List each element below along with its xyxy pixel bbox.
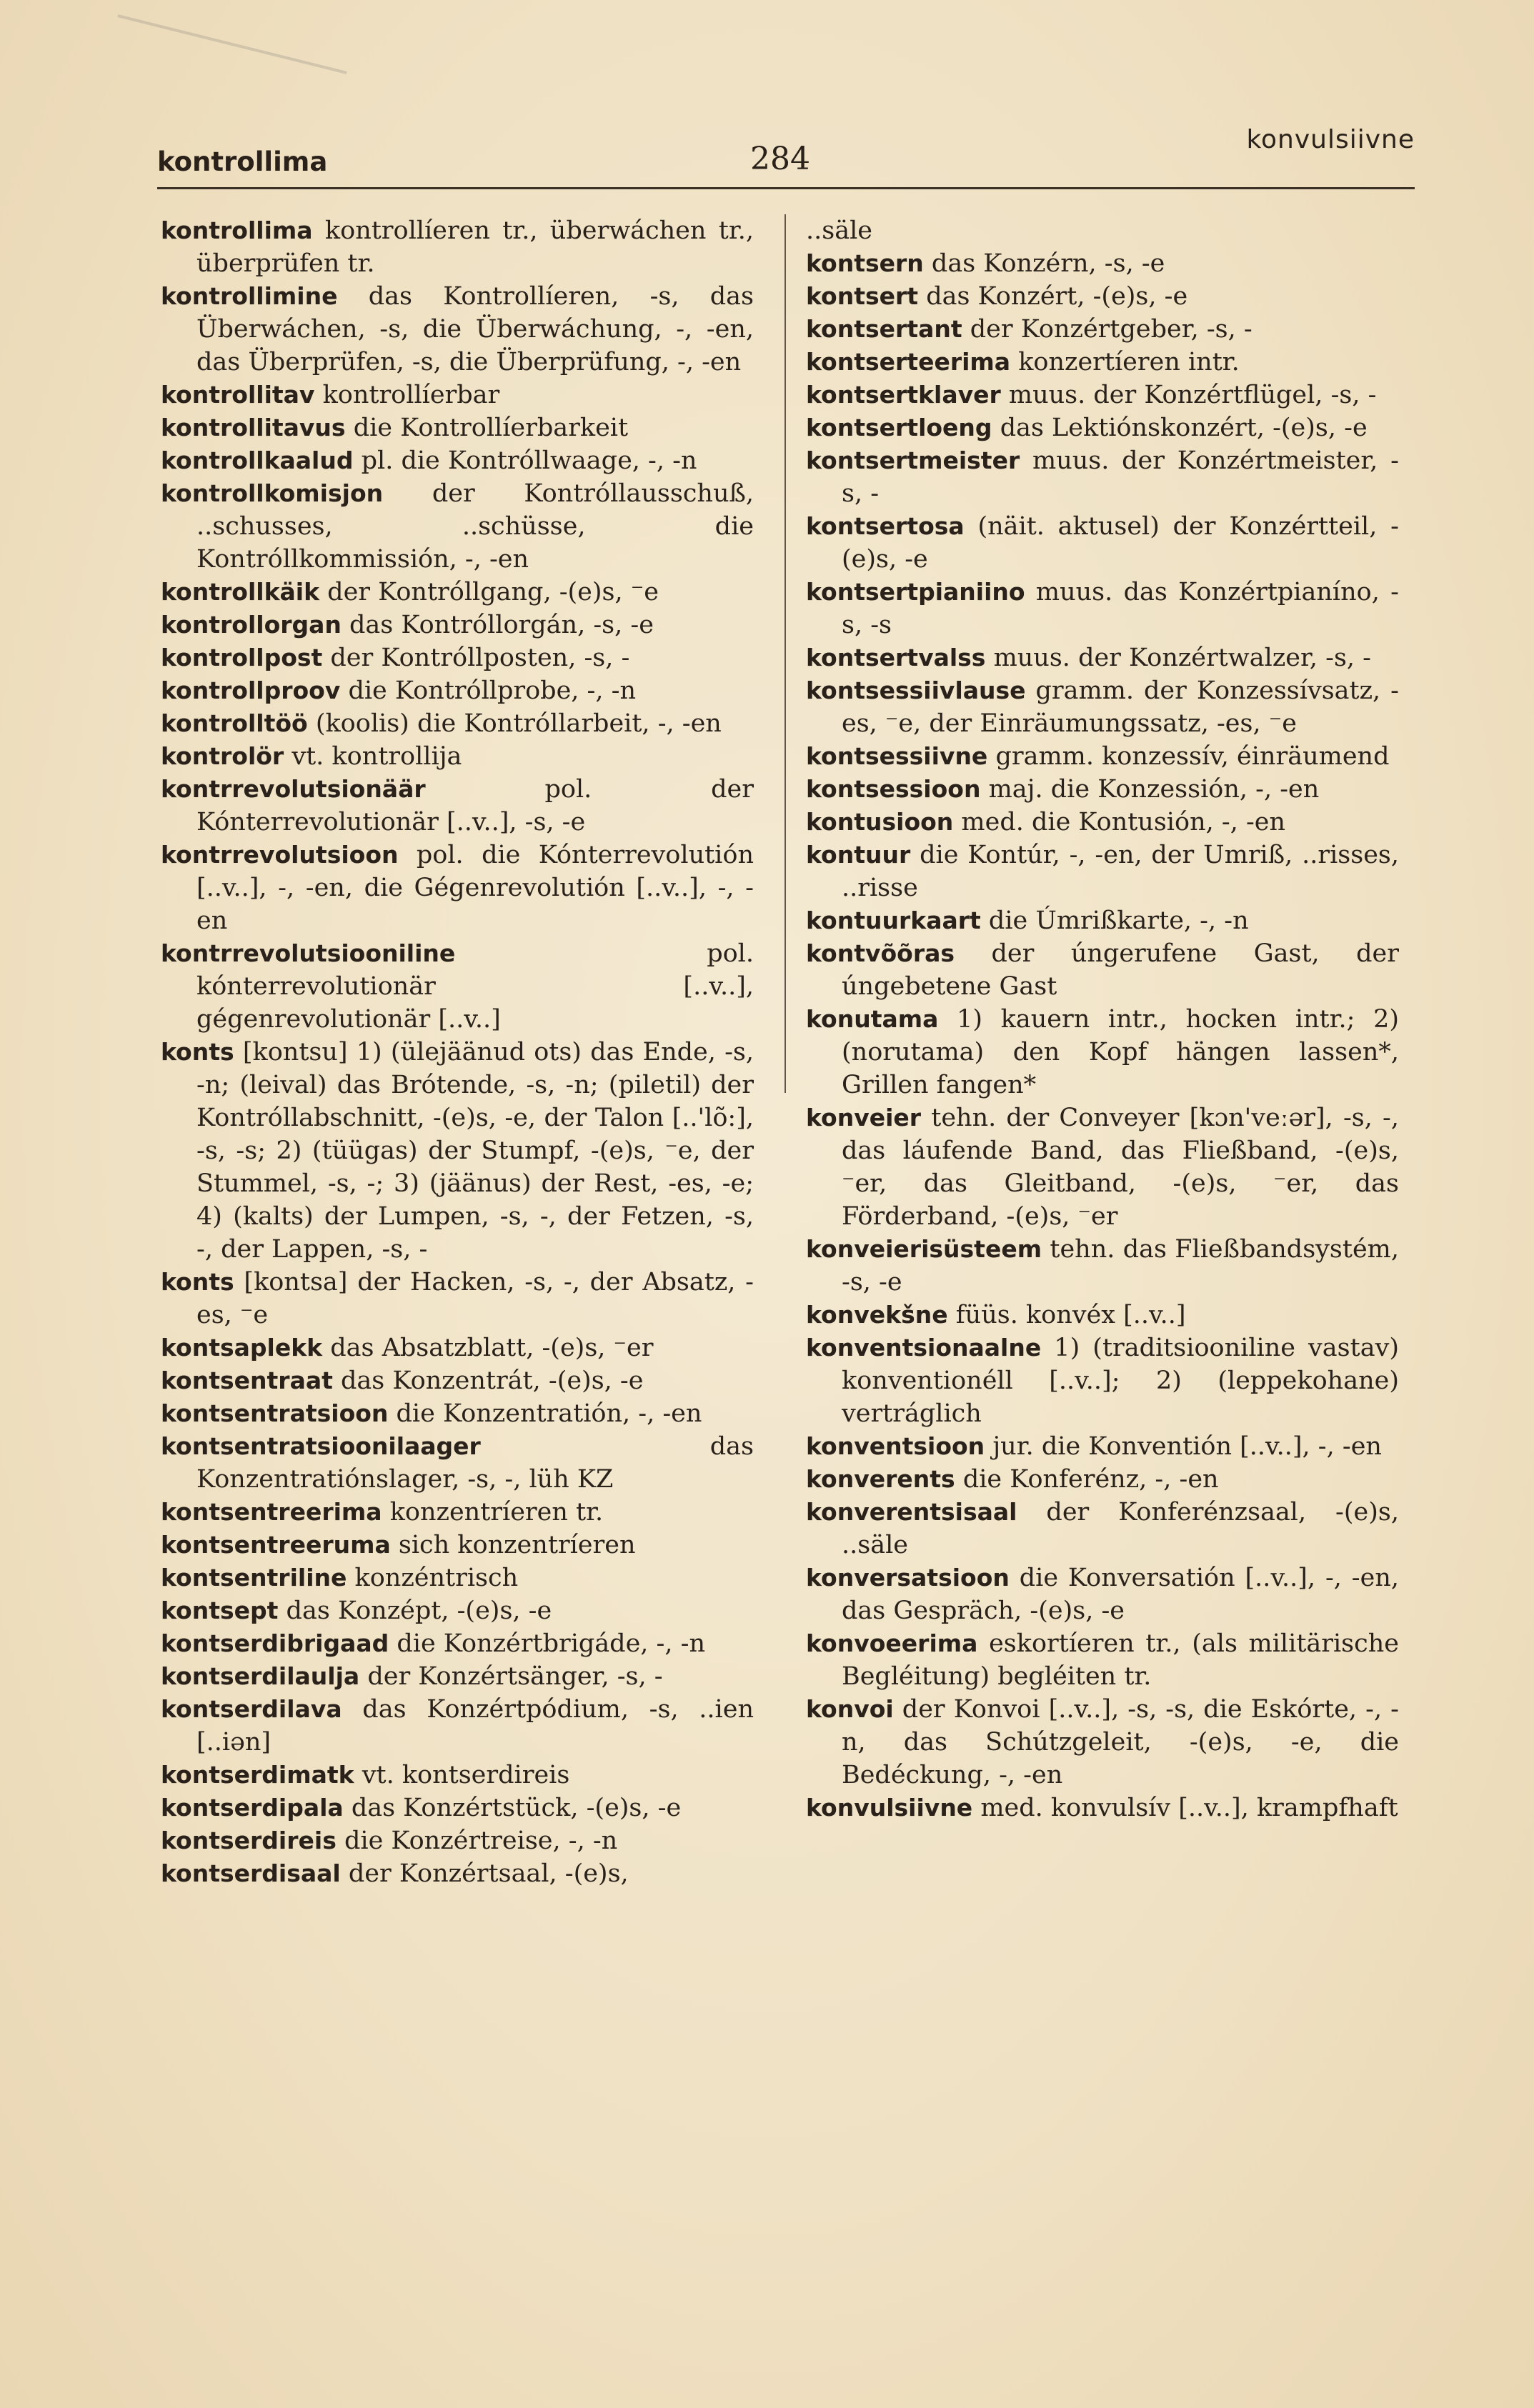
dictionary-entry <box>806 839 1399 904</box>
dictionary-entry <box>161 1660 754 1693</box>
dictionary-entry <box>161 1364 754 1397</box>
dictionary-entry <box>806 641 1399 674</box>
dictionary-entry <box>161 1397 754 1430</box>
dictionary-entry <box>806 773 1399 806</box>
dictionary-entry <box>161 477 754 576</box>
header-rule <box>157 187 1415 189</box>
entry-headword: kontsaplekk <box>161 1334 323 1362</box>
entry-headword: kontsentreeruma <box>161 1531 391 1559</box>
dictionary-entry <box>806 1792 1399 1824</box>
entry-headword: kontsessiivne <box>806 742 988 770</box>
dictionary-entry <box>806 1496 1399 1562</box>
entry-headword: konversatsioon <box>806 1564 1010 1592</box>
dictionary-entry <box>161 411 754 444</box>
entry-definition: der Konzértsaal, -(e)s, <box>340 1859 629 1888</box>
dictionary-entry <box>806 1627 1399 1693</box>
entry-headword: kontrollimine <box>161 282 338 310</box>
entry-definition: tehn. das Fließbandsystém, -s, -e <box>842 1235 1399 1297</box>
entry-headword: kontsentratsioonilaager <box>161 1432 481 1460</box>
entry-headword: kontserdireis <box>161 1827 337 1854</box>
entry-headword: kontrolör <box>161 742 284 770</box>
dictionary-entry <box>161 1332 754 1364</box>
entry-definition: das Kontrollíeren, -s, das Überwáchen, -s, die Überwáchung, -, -en, das Überprüfen, -s, die Überprüfung, -, -en <box>196 282 754 376</box>
entry-definition: das Absatzblatt, -(e)s, ⁻er <box>322 1334 654 1362</box>
entry-headword: kontrrevolutsionäär <box>161 775 426 803</box>
dictionary-entry <box>161 1759 754 1792</box>
dictionary-entry <box>161 576 754 609</box>
entry-headword: kontsessiivlause <box>806 676 1026 704</box>
entry-headword: kontrollkäik <box>161 578 320 606</box>
entry-headword: konvulsiivne <box>806 1794 973 1822</box>
dictionary-entry <box>806 1430 1399 1463</box>
dictionary-entry <box>806 1299 1399 1332</box>
entry-definition: die Konferénz, -, -en <box>955 1465 1219 1494</box>
dictionary-entry <box>806 1003 1399 1101</box>
dictionary-entry <box>161 1627 754 1660</box>
entry-definition: maj. die Konzessión, -, -en <box>980 775 1320 804</box>
entry-definition: gramm. der Konzessívsatz, -es, ⁻e, der Einräumungssatz, -es, ⁻e <box>842 676 1399 738</box>
dictionary-entry <box>161 1430 754 1496</box>
entry-headword: kontsert <box>806 282 919 310</box>
entry-definition: (näit. aktusel) der Konzértteil, -(e)s, -e <box>842 512 1399 574</box>
entry-headword: kontrollproov <box>161 676 341 704</box>
dictionary-entry <box>161 641 754 674</box>
entry-headword: konvoi <box>806 1695 894 1723</box>
dictionary-entry <box>806 1693 1399 1792</box>
entry-headword: kontserteerima <box>806 348 1011 376</box>
entry-definition: füüs. konvéx [..v..] <box>947 1301 1186 1329</box>
entry-definition: vt. kontrollija <box>284 742 462 771</box>
entry-definition: die Kontrollíerbarkeit <box>345 414 629 442</box>
entry-definition: die Kontúr, -, -en, der Umriß, ..risses, ..risse <box>842 841 1399 902</box>
dictionary-entry <box>161 1824 754 1857</box>
dictionary-entry <box>161 444 754 477</box>
entry-definition: das Konzentrát, -(e)s, -e <box>332 1367 644 1395</box>
dictionary-entry <box>161 1036 754 1266</box>
entry-definition: die Konzentratión, -, -en <box>388 1399 702 1428</box>
entry-definition: der Kontróllposten, -s, - <box>322 644 630 672</box>
entry-headword: kontrollitav <box>161 381 315 409</box>
entry-definition: der Konzértsänger, -s, - <box>359 1662 663 1691</box>
entry-definition: das Konzértstück, -(e)s, -e <box>343 1794 682 1822</box>
dictionary-entry <box>806 1463 1399 1496</box>
right-column <box>806 214 1399 1824</box>
entry-definition: das Konzentratiónslager, -s, -, lüh KZ <box>196 1432 754 1494</box>
dictionary-entry <box>161 1266 754 1332</box>
entry-headword: konvekšne <box>806 1301 948 1329</box>
entry-definition: med. konvulsív [..v..], krampfhaft <box>972 1794 1398 1822</box>
entry-definition: die Kontróllprobe, -, -n <box>340 676 636 705</box>
dictionary-entry <box>161 1693 754 1759</box>
entry-headword: konventsionaalne <box>806 1334 1042 1362</box>
entry-definition: gramm. konzessív, éinräumend <box>987 742 1390 771</box>
dictionary-entry <box>806 1101 1399 1233</box>
dictionary-entry <box>806 280 1399 313</box>
scan-mark <box>117 14 347 74</box>
entry-definition: die Konzértbrigáde, -, -n <box>389 1629 705 1658</box>
entry-definition: vt. kontserdireis <box>354 1761 570 1789</box>
entry-headword: kontrollkomisjon <box>161 479 384 507</box>
entry-headword: kontrollitavus <box>161 414 346 441</box>
entry-definition: die Úmrißkarte, -, -n <box>980 906 1249 935</box>
entry-headword: kontrollpost <box>161 644 323 671</box>
dictionary-entry <box>161 707 754 740</box>
entry-definition: das Kontróllorgán, -s, -e <box>341 611 654 639</box>
dictionary-entry <box>161 609 754 641</box>
entry-definition: das Konzérn, -s, -e <box>923 249 1165 278</box>
entry-headword: kontuurkaart <box>806 906 981 934</box>
column-divider <box>785 214 786 1093</box>
entry-headword: kontrrevolutsiooniline <box>161 939 456 967</box>
entry-headword: kontsessioon <box>806 775 981 803</box>
entry-headword: kontserdilaulja <box>161 1662 360 1690</box>
entry-headword: konts <box>161 1268 234 1296</box>
entry-headword: kontvõõras <box>806 939 955 967</box>
dictionary-entry <box>806 444 1399 510</box>
entry-definition: der Konferénzsaal, -(e)s, ..säle <box>842 1498 1399 1559</box>
entry-headword: kontrrevolutsioon <box>161 841 399 869</box>
entry-definition: das Konzért, -(e)s, -e <box>918 282 1188 311</box>
entry-definition: der Konzértgeber, -s, - <box>962 315 1252 344</box>
entry-definition: konzertíeren intr. <box>1010 348 1240 376</box>
page-header <box>157 125 1415 189</box>
dictionary-entry <box>161 1562 754 1594</box>
entry-definition: pol. kónterrevolutionär [..v..], gégenrevolutionär [..v..] <box>196 939 754 1034</box>
dictionary-entry <box>806 904 1399 937</box>
dictionary-entry <box>161 280 754 379</box>
entry-definition: die Konversatión [..v..], -, -en, das Gespräch, -(e)s, -e <box>842 1564 1399 1625</box>
entry-headword: kontsertosa <box>806 512 965 540</box>
entry-headword: kontuur <box>806 841 911 869</box>
entry-headword: kontrolltöö <box>161 709 308 737</box>
entry-headword: konutama <box>806 1005 939 1033</box>
dictionary-entry <box>806 806 1399 839</box>
dictionary-entry <box>806 1562 1399 1627</box>
entry-headword: konverentsisaal <box>806 1498 1017 1526</box>
entry-headword: kontsertpianiino <box>806 578 1025 606</box>
entry-headword: kontsertklaver <box>806 381 1001 409</box>
entry-definition: sich konzentríeren <box>390 1531 636 1559</box>
dictionary-entry <box>161 1857 754 1890</box>
entry-definition: [kontsu] 1) (ülejäänud ots) das Ende, -s, -n; (leival) das Brótende, -s, -n; (piletil) der Kontróllabschnitt, -(e)s, -e, der Talon [..'lõ:], -s, -s; 2) (tüügas) der Stumpf, -(e)s, ⁻e, der Stummel, -s, -; 3) (jäänus) der Rest, -es, -e; 4) (kalts) der Lumpen, -s, -, der Fetzen, -s, -, der Lappen, -s, - <box>196 1038 754 1264</box>
dictionary-entry <box>161 1496 754 1529</box>
entry-headword: kontserdimatk <box>161 1761 354 1789</box>
dictionary-entry <box>161 214 754 280</box>
dictionary-entry <box>806 740 1399 773</box>
entry-headword: konvoeerima <box>806 1629 978 1657</box>
entry-headword: kontserdipala <box>161 1794 344 1822</box>
entry-definition: [kontsa] der Hacken, -s, -, der Absatz, -es, ⁻e <box>196 1268 754 1329</box>
dictionary-entry <box>806 1233 1399 1299</box>
entry-headword: konveier <box>806 1104 922 1131</box>
entry-definition: 1) (traditsiooniline vastav) konventionéll [..v..]; 2) (leppekohane) vertráglich <box>842 1334 1399 1428</box>
entry-definition: das Konzépt, -(e)s, -e <box>278 1597 552 1625</box>
entry-headword: kontsentraat <box>161 1367 333 1394</box>
entry-definition: kontrollíerbar <box>314 381 500 409</box>
entry-definition: jur. die Konventión [..v..], -, -en <box>985 1432 1382 1461</box>
dictionary-entry <box>161 740 754 773</box>
dictionary-entry <box>806 411 1399 444</box>
entry-headword: kontsertloeng <box>806 414 992 441</box>
entry-definition: muus. der Konzértwalzer, -s, - <box>985 644 1371 672</box>
entry-headword: kontrollkaalud <box>161 446 354 474</box>
entry-definition: muus. der Konzértflügel, -s, - <box>1000 381 1377 409</box>
dictionary-entry <box>806 674 1399 740</box>
dictionary-entry <box>806 247 1399 280</box>
entry-definition: med. die Kontusión, -, -en <box>953 808 1286 836</box>
entry-definition: muus. der Konzértmeister, -s, - <box>842 446 1399 508</box>
entry-definition: kontrollíeren tr., überwáchen tr., überprüfen tr. <box>196 216 754 278</box>
dictionary-entry <box>806 1332 1399 1430</box>
entry-definition: eskortíeren tr., (als militärische Begléitung) begléiten tr. <box>842 1629 1399 1691</box>
entry-headword: kontsentreerima <box>161 1498 382 1526</box>
page-number: 284 <box>750 141 810 177</box>
dictionary-entry <box>161 1594 754 1627</box>
entry-headword: konverents <box>806 1465 955 1493</box>
entry-definition: pol. die Kónterrevolutión [..v..], -, -en, die Gégenrevolutión [..v..], -, -en <box>196 841 754 935</box>
entry-headword: kontsern <box>806 249 924 277</box>
entry-definition: pl. die Kontróllwaage, -, -n <box>353 446 697 475</box>
dictionary-entry <box>806 214 1399 247</box>
left-guide-word: kontrollima <box>157 146 328 177</box>
entry-definition: das Lektiónskonzért, -(e)s, -e <box>992 414 1368 442</box>
entry-headword: konveierisüsteem <box>806 1235 1042 1263</box>
entry-definition: 1) kauern intr., hocken intr.; 2) (norutama) den Kopf hängen lassen*, Grillen fangen* <box>842 1005 1399 1099</box>
entry-definition: das Konzértpódium, -s, ..ien [..iən] <box>196 1695 754 1757</box>
entry-headword: kontsertmeister <box>806 446 1020 474</box>
entry-definition: der Kontróllausschuß, ..schusses, ..schüsse, die Kontróllkommissión, -, -en <box>196 479 754 574</box>
entry-headword: kontserdibrigaad <box>161 1629 389 1657</box>
entry-headword: kontsentratsioon <box>161 1399 389 1427</box>
entry-headword: kontsept <box>161 1597 279 1624</box>
dictionary-entry <box>806 379 1399 411</box>
entry-headword: konts <box>161 1038 234 1066</box>
entry-headword: kontserdisaal <box>161 1859 341 1887</box>
dictionary-entry <box>806 576 1399 641</box>
entry-definition: konzéntrisch <box>347 1564 519 1592</box>
dictionary-entry <box>161 379 754 411</box>
entry-headword: kontrollorgan <box>161 611 342 639</box>
right-guide-word: konvulsiivne <box>1246 125 1415 154</box>
dictionary-entry <box>161 839 754 937</box>
dictionary-entry <box>161 1792 754 1824</box>
entry-definition: konzentríeren tr. <box>382 1498 604 1527</box>
dictionary-entry <box>806 346 1399 379</box>
entry-headword: konventsioon <box>806 1432 985 1460</box>
entry-definition: (koolis) die Kontróllarbeit, -, -en <box>307 709 722 738</box>
entry-headword: kontrollima <box>161 216 313 244</box>
entry-headword: kontsertvalss <box>806 644 986 671</box>
dictionary-entry <box>161 773 754 839</box>
entry-definition: der úngerufene Gast, der úngebetene Gast <box>842 939 1399 1001</box>
entry-headword: kontserdilava <box>161 1695 342 1723</box>
entry-headword: kontsertant <box>806 315 962 343</box>
dictionary-entry <box>806 937 1399 1003</box>
dictionary-entry <box>806 510 1399 576</box>
entry-headword: kontsentriline <box>161 1564 347 1592</box>
entry-definition: ..säle <box>806 216 872 245</box>
dictionary-entry <box>161 1529 754 1562</box>
entry-definition: tehn. der Conveyer [kɔn'veːər], -s, -, das láufende Band, das Fließband, -(e)s, ⁻er, das Gleitband, -(e)s, ⁻er, das Förderband, -(e)s, ⁻er <box>842 1104 1399 1231</box>
dictionary-entry <box>161 674 754 707</box>
entry-definition: der Kontróllgang, -(e)s, ⁻e <box>319 578 659 606</box>
entry-definition: die Konzértreise, -, -n <box>336 1827 618 1855</box>
entry-definition: der Konvoi [..v..], -s, -s, die Eskórte, -, -n, das Schútzgeleit, -(e)s, -e, die Bedéckung, -, -en <box>842 1695 1399 1789</box>
entry-headword: kontusioon <box>806 808 954 836</box>
entry-definition: pol. der Kónterrevolutionär [..v..], -s, -e <box>196 775 754 836</box>
dictionary-entry <box>161 937 754 1036</box>
entry-definition: muus. das Konzértpianíno, -s, -s <box>842 578 1399 639</box>
left-column <box>161 214 754 1890</box>
dictionary-entry <box>806 313 1399 346</box>
